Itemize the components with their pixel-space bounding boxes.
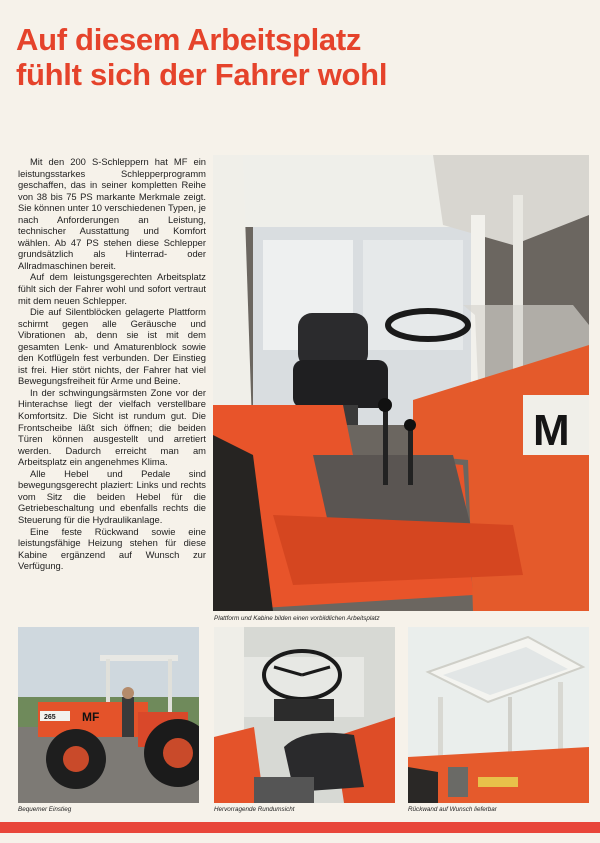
main-photo-caption: Plattform und Kabine bilden einen vorbildlichen Arbeitsplatz	[214, 615, 380, 622]
thumb3-illustration	[408, 627, 589, 803]
thumb2-caption: Hervorragende Rundumsicht	[214, 806, 295, 813]
thumb1-brand: MF	[82, 710, 100, 724]
thumb-photo-steering-view	[214, 627, 395, 803]
bottom-margin	[0, 833, 600, 843]
page-title	[16, 22, 586, 92]
paragraph: Alle Hebel und Pedale sind bewegungsgerecht plaziert: Links und rechts vom Sitz die beiden Hebel für die Getriebeschaltung und ebenfalls rechts die Steuerung für die Hydraulikanlage.	[18, 467, 206, 525]
thumb1-model-number: 265	[44, 714, 56, 721]
main-photo-illustration	[213, 155, 589, 611]
main-photo-cab-platform	[213, 155, 589, 611]
paragraph: Mit den 200 S-Schleppern hat MF ein leistungsstarkes Schlepperprogramm geschaffen, das in seiner kompletten Reihe von 38 bis 75 PS markante Merkmale zeigt. Sie können unter 10 verschiedenen Typen, je nach Anforderungen an Leistung, technischer Ausstattung und Komfort wählen. Ab 47 PS stehen diese Schlepper grundsätzlich als Hinterrad- oder Allradmaschinen bereit.	[18, 156, 206, 271]
thumb-photo-rear-wall	[408, 627, 589, 803]
body-text-column	[18, 156, 206, 572]
bottom-accent-bar	[0, 822, 600, 833]
main-photo-badge: M	[533, 406, 570, 455]
thumb1-caption: Bequemer Einstieg	[18, 806, 72, 813]
thumb-photo-tractor-exterior	[18, 627, 199, 803]
paragraph: Eine feste Rückwand sowie eine leistungsfähige Heizung stehen für diese Kabine ergänzend auf Wunsch zur Verfügung.	[18, 525, 206, 572]
paragraph: In der schwingungsärmsten Zone vor der Hinterachse liegt der vielfach verstellbare Komfortsitz. Die Sicht ist rundum gut. Die Frontscheibe läßt sich öffnen; die beiden Türen können ausgestellt und arretiert werden. Dadurch erreicht man am Arbeitsplatz ein angenehmes Klima.	[18, 386, 206, 468]
paragraph: Die auf Silentblöcken gelagerte Plattform schirmt gegen alle Geräusche und Vibrationen ab, denn sie ist mit dem gesamten Lenk- und Amaturenblock sowie den Kotflügeln fest verbunden. Der Einstieg ist frei. Hier stört nichts, der Fahrer hat viel Bewegungsfreiheit für Arme und Beine.	[18, 306, 206, 387]
title-line-2: fühlt sich der Fahrer wohl	[16, 57, 388, 92]
thumb1-illustration	[18, 627, 199, 803]
title-line-1: Auf diesem Arbeitsplatz	[16, 22, 362, 57]
thumb3-caption: Rückwand auf Wunsch lieferbar	[408, 806, 497, 813]
paragraph: Auf dem leistungsgerechten Arbeitsplatz fühlt sich der Fahrer wohl und sofort vertraut mit dem neuen Schlepper.	[18, 271, 206, 306]
thumb2-illustration	[214, 627, 395, 803]
